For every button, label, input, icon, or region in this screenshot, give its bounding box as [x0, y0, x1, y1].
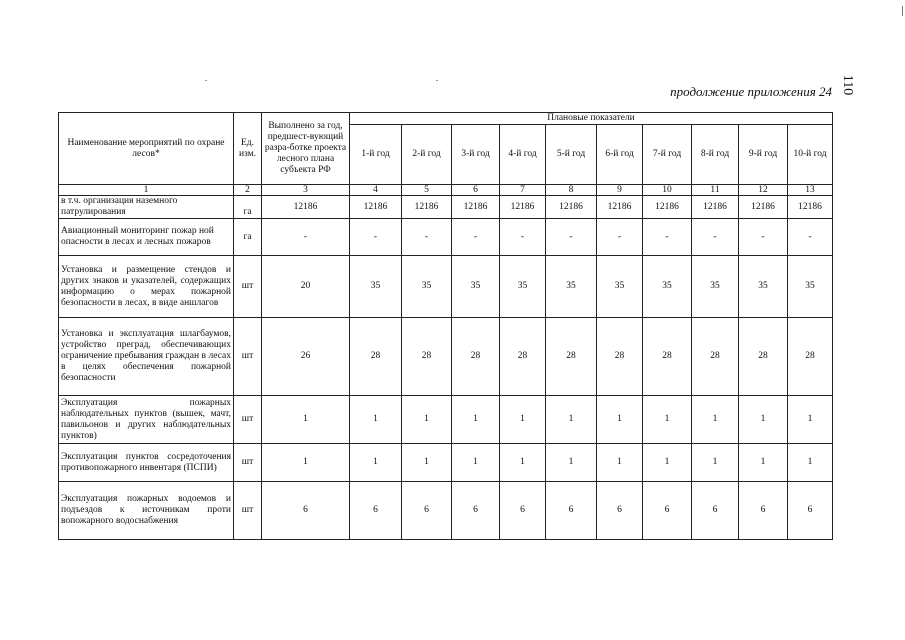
planned-value-cell: -: [350, 219, 402, 256]
header-year: 6-й год: [597, 125, 643, 185]
planned-value-cell: 1: [788, 444, 833, 482]
planned-value-cell: 12186: [500, 196, 546, 219]
unit-cell: шт: [234, 444, 262, 482]
planned-value-cell: 6: [402, 482, 452, 540]
planned-value-cell: 35: [402, 256, 452, 318]
planned-value-cell: -: [546, 219, 597, 256]
unit-cell: шт: [234, 482, 262, 540]
planned-value-cell: 1: [500, 444, 546, 482]
header-year: 8-й год: [692, 125, 739, 185]
activity-name-cell: Эксплуатация пожарных наблюдательных пунктов (вышек, мачт, павильонов и других наблюдательных пунктов): [59, 396, 234, 444]
header-year: 7-й год: [643, 125, 692, 185]
column-number: 1: [59, 185, 234, 196]
header-activity-name: Наименование мероприятий по охране лесов*: [59, 113, 234, 185]
planned-value-cell: 1: [350, 444, 402, 482]
planned-value-cell: 1: [546, 444, 597, 482]
planned-value-cell: 6: [350, 482, 402, 540]
column-number: 8: [546, 185, 597, 196]
header-completed-prior-year: Выполнено за год, предшест-вующий разра-ботке проекта лесного плана субъекта РФ: [262, 113, 350, 185]
planned-value-cell: 12186: [643, 196, 692, 219]
planned-value-cell: 12186: [350, 196, 402, 219]
table-row: [59, 444, 833, 482]
planned-value-cell: 1: [739, 444, 788, 482]
planned-value-cell: 28: [788, 318, 833, 396]
planned-value-cell: 28: [452, 318, 500, 396]
planned-value-cell: 28: [350, 318, 402, 396]
planned-value-cell: 12186: [739, 196, 788, 219]
planned-value-cell: 28: [597, 318, 643, 396]
planned-value-cell: -: [788, 219, 833, 256]
planned-value-cell: -: [452, 219, 500, 256]
table-row: [59, 219, 833, 256]
planned-value-cell: 6: [546, 482, 597, 540]
page-edge-mark: [902, 6, 903, 16]
planned-value-cell: 6: [643, 482, 692, 540]
planned-value-cell: 1: [452, 396, 500, 444]
planned-value-cell: 12186: [546, 196, 597, 219]
completed-value-cell: 1: [262, 396, 350, 444]
activity-name-cell: Установка и эксплуатация шлагбаумов, устройство преград, обеспечивающих ограничение пребывания граждан в лесах в целях обеспечения пожарной безопасности: [59, 318, 234, 396]
planned-value-cell: 35: [546, 256, 597, 318]
completed-value-cell: 6: [262, 482, 350, 540]
planned-value-cell: 1: [692, 396, 739, 444]
planned-value-cell: 1: [788, 396, 833, 444]
planned-value-cell: 1: [739, 396, 788, 444]
header-year: 5-й год: [546, 125, 597, 185]
planned-value-cell: 35: [350, 256, 402, 318]
planned-value-cell: 35: [452, 256, 500, 318]
planned-value-cell: 1: [402, 396, 452, 444]
header-year: 4-й год: [500, 125, 546, 185]
completed-value-cell: 20: [262, 256, 350, 318]
table-row: [59, 196, 833, 219]
activity-name-cell: Эксплуатация пожарных водоемов и подъездов к источникам проти вопожарного водоснабжения: [59, 482, 234, 540]
column-number: 10: [643, 185, 692, 196]
planned-value-cell: 1: [402, 444, 452, 482]
planned-value-cell: 28: [692, 318, 739, 396]
planned-value-cell: 1: [452, 444, 500, 482]
completed-value-cell: 26: [262, 318, 350, 396]
planned-value-cell: 6: [597, 482, 643, 540]
planned-value-cell: 12186: [597, 196, 643, 219]
unit-cell: шт: [234, 396, 262, 444]
column-number: 4: [350, 185, 402, 196]
planned-value-cell: -: [500, 219, 546, 256]
planned-value-cell: 1: [692, 444, 739, 482]
scan-speck: [205, 80, 207, 81]
planned-value-cell: -: [597, 219, 643, 256]
unit-cell: шт: [234, 318, 262, 396]
planned-value-cell: -: [643, 219, 692, 256]
column-number: 7: [500, 185, 546, 196]
header-year: 3-й год: [452, 125, 500, 185]
planned-value-cell: -: [692, 219, 739, 256]
planned-value-cell: -: [739, 219, 788, 256]
planned-value-cell: 12186: [692, 196, 739, 219]
completed-value-cell: 12186: [262, 196, 350, 219]
table-row: [59, 396, 833, 444]
planned-value-cell: 28: [402, 318, 452, 396]
planned-value-cell: 35: [692, 256, 739, 318]
table-row: [59, 256, 833, 318]
planned-value-cell: 35: [643, 256, 692, 318]
planned-value-cell: 35: [788, 256, 833, 318]
planned-value-cell: 12186: [452, 196, 500, 219]
planned-value-cell: 28: [546, 318, 597, 396]
column-number: 12: [739, 185, 788, 196]
planned-value-cell: 1: [500, 396, 546, 444]
activity-name-cell: в т.ч. организация наземного патрулирования: [59, 196, 234, 219]
planned-value-cell: 12186: [788, 196, 833, 219]
header-planned-indicators: Плановые показатели: [350, 113, 833, 125]
planned-value-cell: 12186: [402, 196, 452, 219]
page-number: 110: [840, 74, 855, 96]
planned-value-cell: 1: [597, 396, 643, 444]
planned-value-cell: 1: [643, 396, 692, 444]
scan-speck: [436, 80, 438, 81]
activity-name-cell: Эксплуатация пунктов сосредоточения противопожарного инвентаря (ПСПИ): [59, 444, 234, 482]
column-number: 11: [692, 185, 739, 196]
table-row: [59, 318, 833, 396]
header-year: 10-й год: [788, 125, 833, 185]
planned-value-cell: 1: [350, 396, 402, 444]
planned-value-cell: 35: [500, 256, 546, 318]
planned-value-cell: 6: [692, 482, 739, 540]
fire-protection-plan-table: [58, 112, 833, 540]
activity-name-cell: Авиационный мониторинг пожар ной опасности в лесах и лесных пожаров: [59, 219, 234, 256]
planned-value-cell: 35: [739, 256, 788, 318]
header-year: 2-й год: [402, 125, 452, 185]
unit-cell: га: [234, 219, 262, 256]
appendix-caption: продолжение приложения 24: [670, 84, 832, 99]
completed-value-cell: 1: [262, 444, 350, 482]
planned-value-cell: 1: [597, 444, 643, 482]
column-number: 9: [597, 185, 643, 196]
planned-value-cell: 1: [643, 444, 692, 482]
planned-value-cell: 6: [788, 482, 833, 540]
unit-cell: шт: [234, 256, 262, 318]
unit-cell: га: [234, 196, 262, 219]
planned-value-cell: 6: [739, 482, 788, 540]
column-number: 13: [788, 185, 833, 196]
planned-value-cell: 35: [597, 256, 643, 318]
column-number: 3: [262, 185, 350, 196]
column-number: 2: [234, 185, 262, 196]
planned-value-cell: -: [402, 219, 452, 256]
table-row: [59, 482, 833, 540]
planned-value-cell: 1: [546, 396, 597, 444]
column-number: 6: [452, 185, 500, 196]
planned-value-cell: 6: [500, 482, 546, 540]
completed-value-cell: -: [262, 219, 350, 256]
header-year: 9-й год: [739, 125, 788, 185]
planned-value-cell: 6: [452, 482, 500, 540]
planned-value-cell: 28: [643, 318, 692, 396]
header-unit: Ед. изм.: [234, 113, 262, 185]
activity-name-cell: Установка и размещение стендов и других знаков и указателей, содержащих информацию о мерах пожарной безопасности в лесах, в виде аншлагов: [59, 256, 234, 318]
planned-value-cell: 28: [739, 318, 788, 396]
column-number: 5: [402, 185, 452, 196]
header-year: 1-й год: [350, 125, 402, 185]
planned-value-cell: 28: [500, 318, 546, 396]
